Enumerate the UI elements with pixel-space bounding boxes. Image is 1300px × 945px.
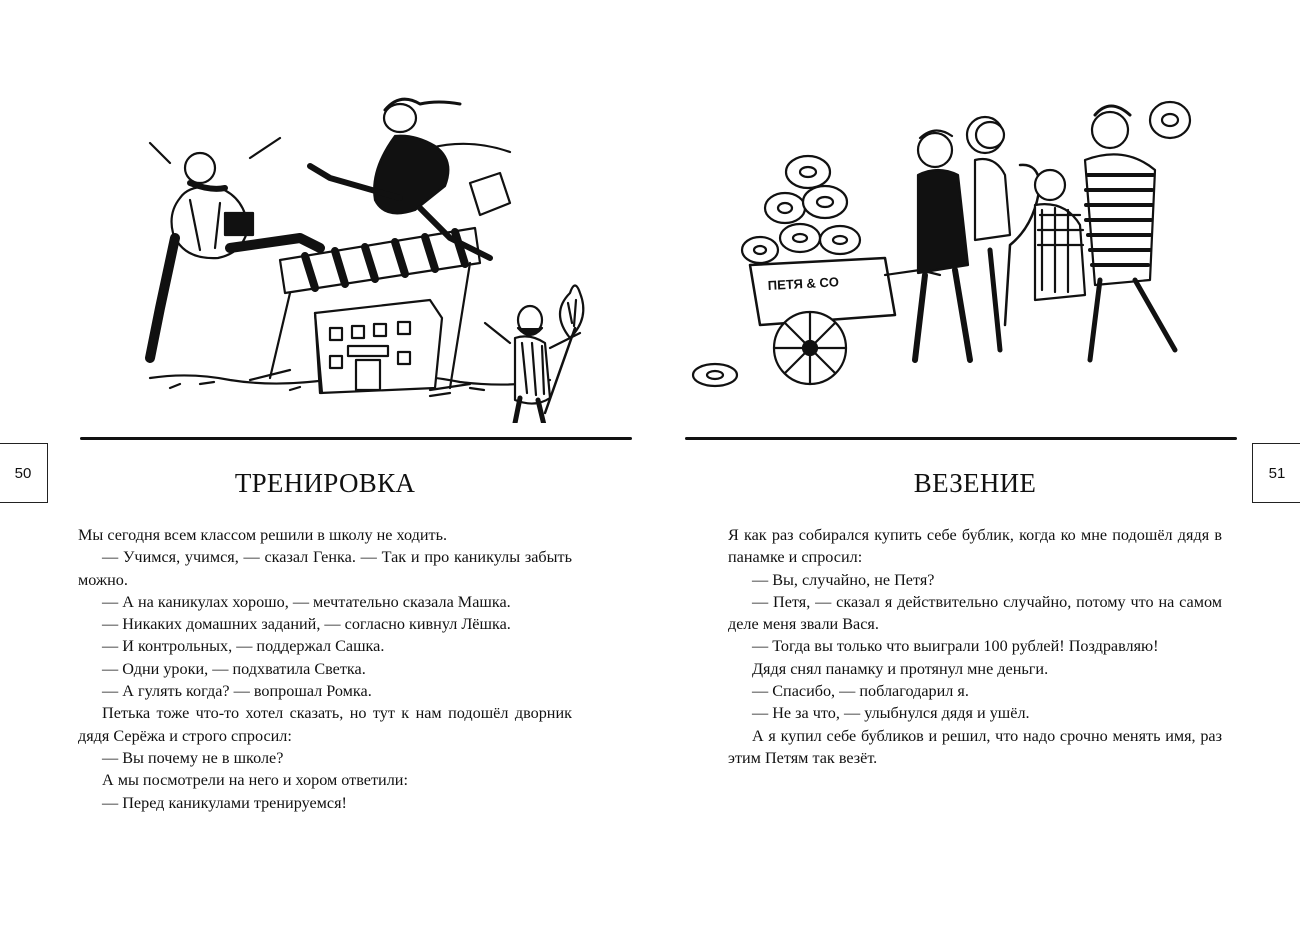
- paragraph: — Никаких домашних заданий, — согласно кивнул Лёшка.: [102, 615, 511, 634]
- left-divider: [80, 437, 632, 440]
- paragraph: — А на каникулах хорошо, — мечтательно сказала Машка.: [102, 592, 511, 611]
- paragraph: А я купил себе бубликов и решил, что надо срочно менять имя, раз этим Петям так везёт.: [728, 726, 1222, 767]
- paragraph: — Вы почему не в школе?: [102, 748, 284, 767]
- paragraph: — Спасибо, — поблагодарил я.: [752, 682, 969, 701]
- page-number: 50: [14, 464, 32, 482]
- paragraph: — Перед каникулами тренируемся!: [102, 793, 347, 812]
- paragraph: — И контрольных, — поддержал Сашка.: [102, 637, 385, 656]
- page-number: 51: [1268, 464, 1286, 482]
- paragraph: — Одни уроки, — подхватила Светка.: [102, 659, 366, 678]
- training-illustration: [130, 88, 630, 423]
- page-title: ВЕЗЕНИЕ: [913, 468, 1037, 498]
- paragraph: Мы сегодня всем классом решили в школу не ходить.: [78, 526, 448, 544]
- paragraph: Я как раз собирался купить себе бублик, когда ко мне подошёл дядя в панамке и спросил:: [728, 526, 1222, 567]
- paragraph: Петька тоже что-то хотел сказать, но тут к нам подошёл дворник дядя Серёжа и строго спросил:: [78, 704, 572, 745]
- page-title: ТРЕНИРОВКА: [234, 468, 416, 498]
- paragraph: — А гулять когда? — вопрошал Ромка.: [102, 682, 372, 701]
- paragraph: Дядя снял панамку и протянул мне деньги.: [752, 659, 1049, 678]
- paragraph: — Тогда вы только что выиграли 100 рублей! Поздравляю!: [752, 637, 1159, 656]
- page-number-tab-right: [1252, 443, 1300, 503]
- luck-illustration: [690, 90, 1210, 390]
- right-divider: [685, 437, 1237, 440]
- paragraph: — Вы, случайно, не Петя?: [752, 570, 935, 589]
- right-page: [650, 0, 1300, 945]
- page-number-tab-left: [0, 443, 48, 503]
- cart-sign: ПЕТЯ & CO: [767, 274, 840, 293]
- paragraph: — Петя, — сказал я действительно случайно, потому что на самом деле меня звали Вася.: [728, 592, 1222, 634]
- paragraph: — Не за что, — улыбнулся дядя и ушёл.: [752, 704, 1030, 723]
- story-text: [78, 524, 572, 814]
- story-text: [728, 524, 1222, 769]
- paragraph: — Учимся, учимся, — сказал Генка. — Так и про каникулы забыть можно.: [78, 548, 572, 589]
- paragraph: А мы посмотрели на него и хором ответили:: [102, 771, 408, 790]
